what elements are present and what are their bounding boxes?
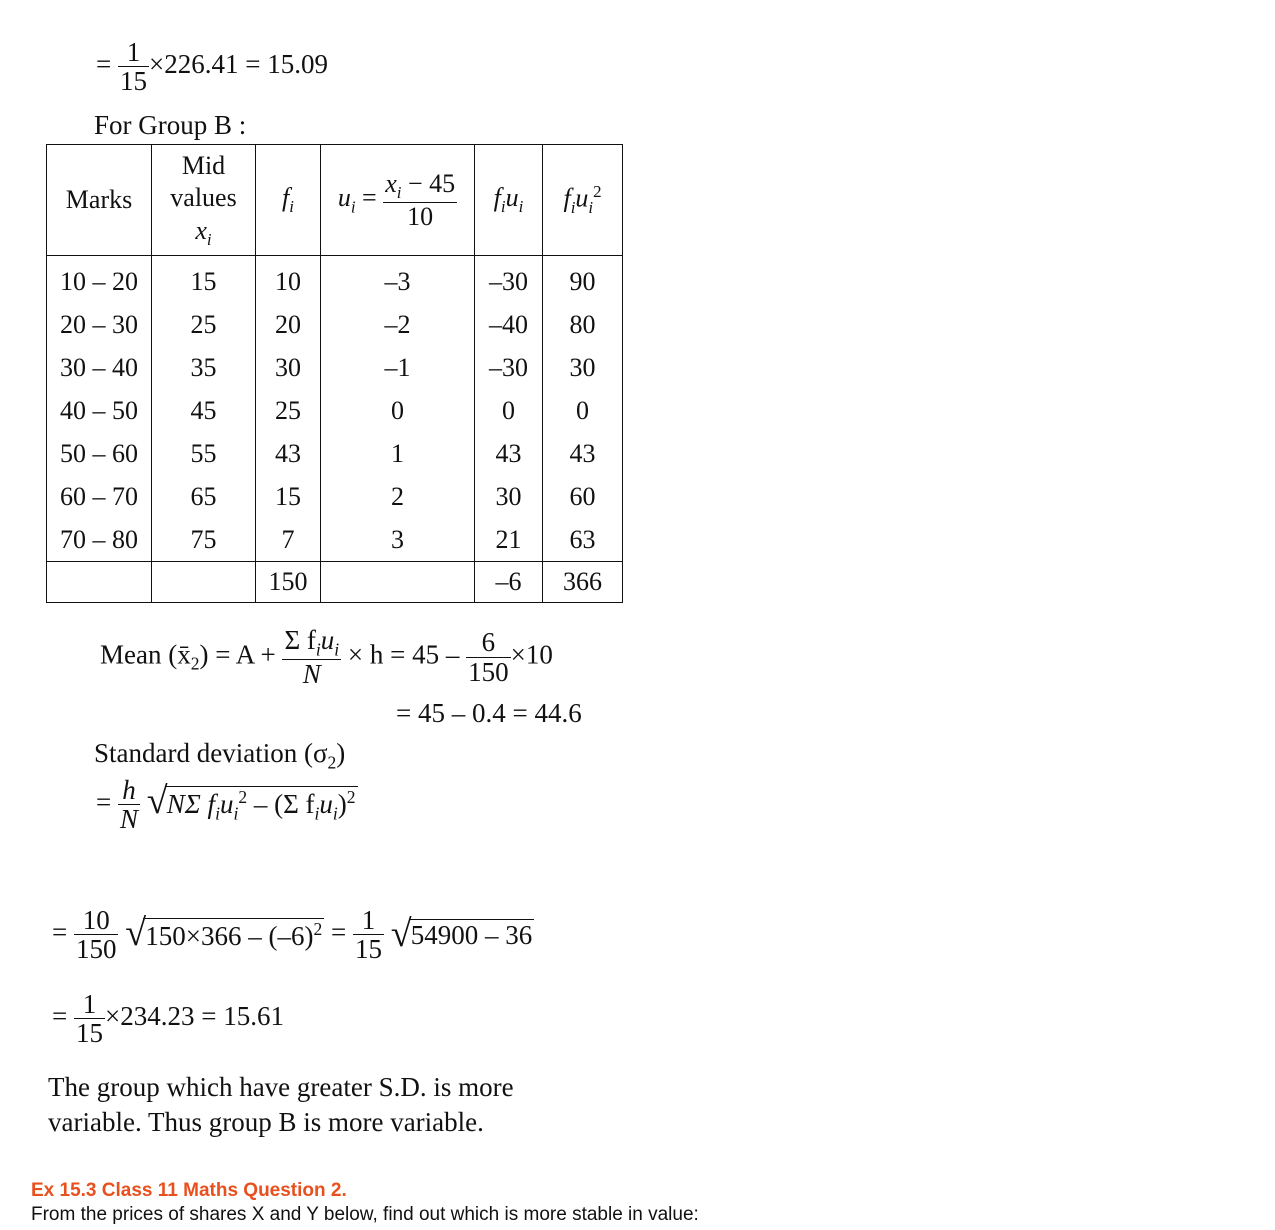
sd-heading: Standard deviation $(\sigma_2)$ — [94, 738, 346, 773]
table-row: 50 – 60 55 43 1 43 43 — [47, 432, 623, 475]
header-mid-values: Mid values $x_i$ — [152, 145, 256, 256]
header-fi: $f_i$ — [256, 145, 321, 256]
table-total-row: 150 –6 366 — [47, 562, 623, 603]
table-row: 30 – 40 35 30 –1 –30 30 — [47, 346, 623, 389]
table-row: 20 – 30 25 20 –2 –40 80 — [47, 303, 623, 346]
header-marks: Marks — [47, 145, 152, 256]
top-result: = $\frac{1}{15}$ ×226.41 = 15.09 — [96, 37, 328, 97]
table-row: 40 – 50 45 25 0 0 0 — [47, 389, 623, 432]
header-fiui2: $f_iu_i^2$ — [543, 145, 623, 256]
conclusion-line-2: variable. Thus group B is more variable. — [48, 1107, 484, 1137]
mean-result: = 45 – 0.4 = 44.6 — [396, 698, 582, 728]
sd-radical: √ NΣ $f_iu_i^2 - (\Sigma$ $f_iu_i)^2$ — [146, 779, 356, 824]
group-b-table — [46, 144, 623, 603]
header-fiui: $f_iu_i$ — [475, 145, 543, 256]
sd-calculation: = $\frac{10}{150}$ √ $150\times 366 - (-6)^2$ = $\frac{1}{15}$ √ 54900 – 36 — [52, 905, 533, 965]
table-row: 10 – 20 15 10 –3 –30 90 — [47, 256, 623, 304]
header-ui: $u_i$ = $\frac{x_i - 45}{10}$ — [321, 145, 475, 256]
group-b-heading: For Group B : — [94, 110, 247, 140]
table-row: 70 – 80 75 7 3 21 63 — [47, 518, 623, 562]
conclusion-line-1: The group which have greater S.D. is more — [48, 1072, 514, 1102]
sd-formula: = $\frac{h}{N}$ √ NΣ $f_iu_i^2 - (\Sigma$ $f_iu_i)^2$ — [96, 775, 356, 835]
question-title: Ex 15.3 Class 11 Maths Question 2. — [31, 1180, 347, 1201]
sd-result: = $\frac{1}{15}$ ×234.23 = 15.61 — [52, 989, 284, 1049]
question-text: From the prices of shares X and Y below, find out which is more stable in value: — [31, 1204, 699, 1225]
top-result-fraction: $\frac{1}{15}$ — [119, 37, 147, 97]
mean-formula: Mean $(x̄_2) = A$ + $\frac{\Sigma f_iu_i}{N}$ × h = 45 – $\frac{6}{150}$ ×10 — [100, 625, 553, 689]
table-row: 60 – 70 65 15 2 30 60 — [47, 475, 623, 518]
table-header-row — [47, 145, 623, 256]
